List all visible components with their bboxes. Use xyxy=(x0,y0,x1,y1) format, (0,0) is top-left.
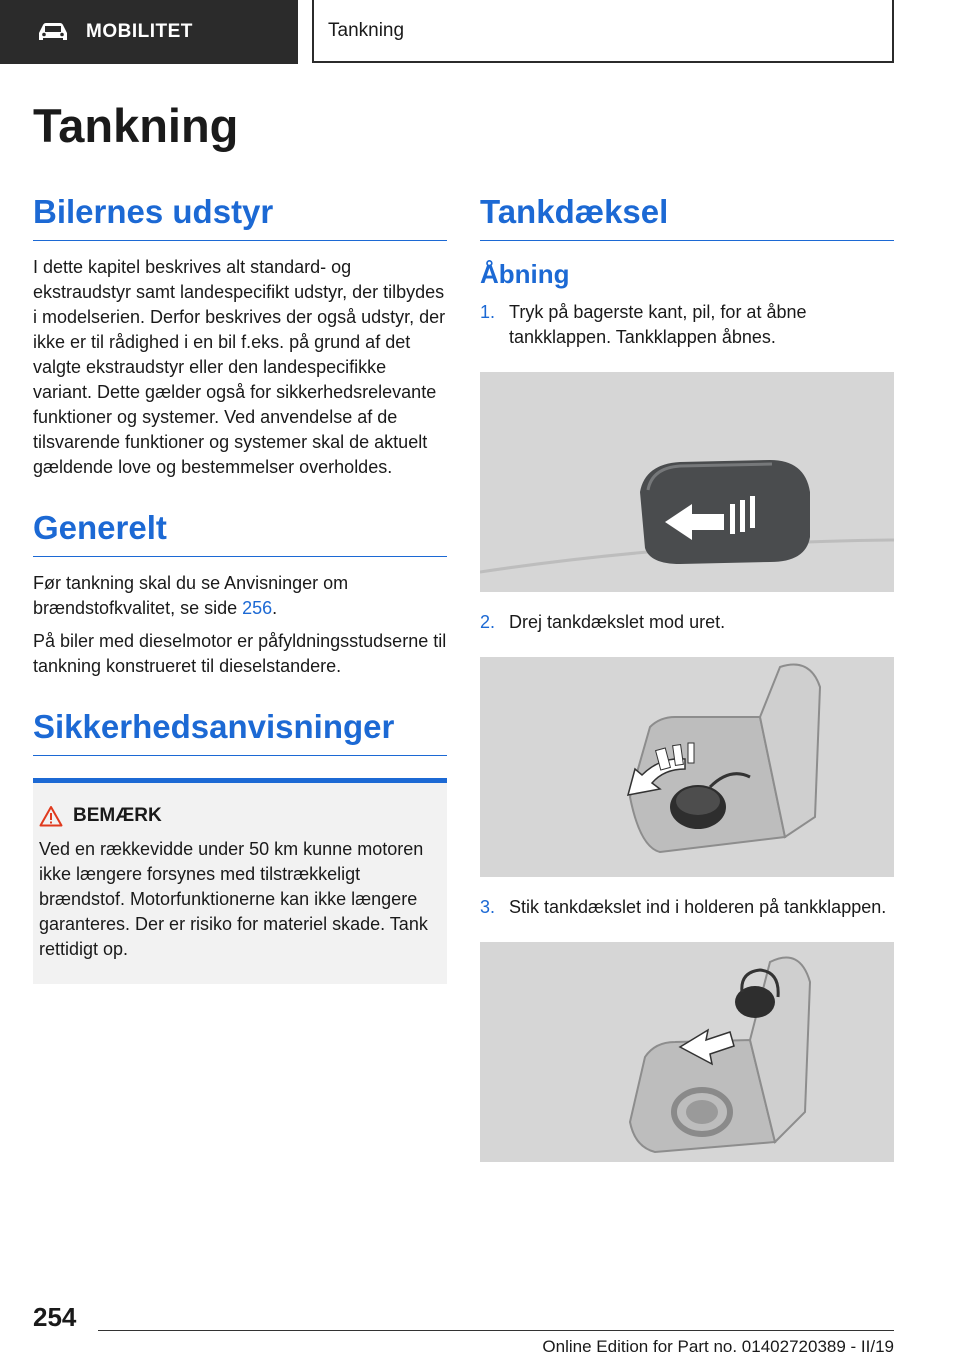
heading-tankdaeksel: Tankdæksel xyxy=(480,190,894,241)
heading-sikkerhedsanvisninger: Sikkerhedsanvisninger xyxy=(33,705,447,756)
step-text: Stik tankdækslet ind i holderen på tankklappen. xyxy=(509,897,887,917)
figure-fuel-flap xyxy=(480,372,894,592)
step-3 xyxy=(480,895,894,920)
step-1 xyxy=(480,300,894,350)
heading-abning: Åbning xyxy=(480,259,570,289)
header-chapter-box xyxy=(312,0,894,63)
figure-cap-holder xyxy=(480,942,894,1162)
step-text: Tryk på bagerste kant, pil, for at åbne tankklappen. Tankklappen åbnes. xyxy=(509,302,807,347)
car-icon xyxy=(36,21,70,43)
turn-cap-illustration xyxy=(480,657,894,877)
general-p1-end: . xyxy=(272,598,278,618)
footer-divider xyxy=(98,1330,894,1331)
steps-list xyxy=(480,300,894,1162)
header-section-tab xyxy=(0,0,298,64)
warning-box xyxy=(33,778,447,984)
cap-holder-illustration xyxy=(480,942,894,1162)
fuel-flap-illustration xyxy=(480,372,894,592)
page-number: 254 xyxy=(33,1302,77,1332)
figure-turn-cap xyxy=(480,657,894,877)
equipment-paragraph: I dette kapitel beskrives alt standard- og ekstraudstyr samt landespecifikt udstyr, der tilbydes i modelserien. Derfor beskrives der også udstyr, der ikke er til rådighed i en bil f.eks. på grund af det valgte ekstraudstyr eller den landespecifikke variant. Dette gælder også for sikkerhedsrelevante funktioner og systemer. Ved anvendelse af de tilsvarende funktioner og systemer skal de aktuelt gældende love og bestemmelser overholdes. xyxy=(33,257,446,477)
left-column xyxy=(33,190,447,984)
general-p1-text: Før tankning skal du se Anvisninger om brændstofkvalitet, se side xyxy=(33,573,349,618)
step-2 xyxy=(480,610,894,635)
header-chapter-label: Tankning xyxy=(328,19,405,41)
right-column xyxy=(480,190,894,1162)
header-section-label: MOBILITET xyxy=(86,21,193,42)
step-number: 3. xyxy=(480,897,496,917)
heading-bilernes-udstyr: Bilernes udstyr xyxy=(33,190,447,241)
page-ref-link[interactable]: 256 xyxy=(242,598,273,618)
warning-title: BEMÆRK xyxy=(73,805,162,826)
warning-header xyxy=(39,805,437,827)
page-title: Tankning xyxy=(33,99,239,152)
warning-triangle-icon xyxy=(39,805,63,827)
step-text: Drej tankdækslet mod uret. xyxy=(509,612,726,632)
footer-edition: Online Edition for Part no. 01402720389 - II/19 xyxy=(542,1337,894,1356)
step-number: 2. xyxy=(480,612,496,632)
heading-generelt: Generelt xyxy=(33,506,447,557)
general-paragraph-1 xyxy=(33,571,447,621)
warning-text: Ved en rækkevidde under 50 km kunne motoren ikke længere forsynes med tilstrækkeligt brændstof. Motorfunktionerne kan ikke længere garanteres. Der er risiko for materiel skade. Tank rettidigt op. xyxy=(39,839,428,959)
step-number: 1. xyxy=(480,302,496,322)
general-paragraph-2: På biler med dieselmotor er påfyldningsstudserne til tankning konstrueret til dieselstandere. xyxy=(33,631,447,676)
